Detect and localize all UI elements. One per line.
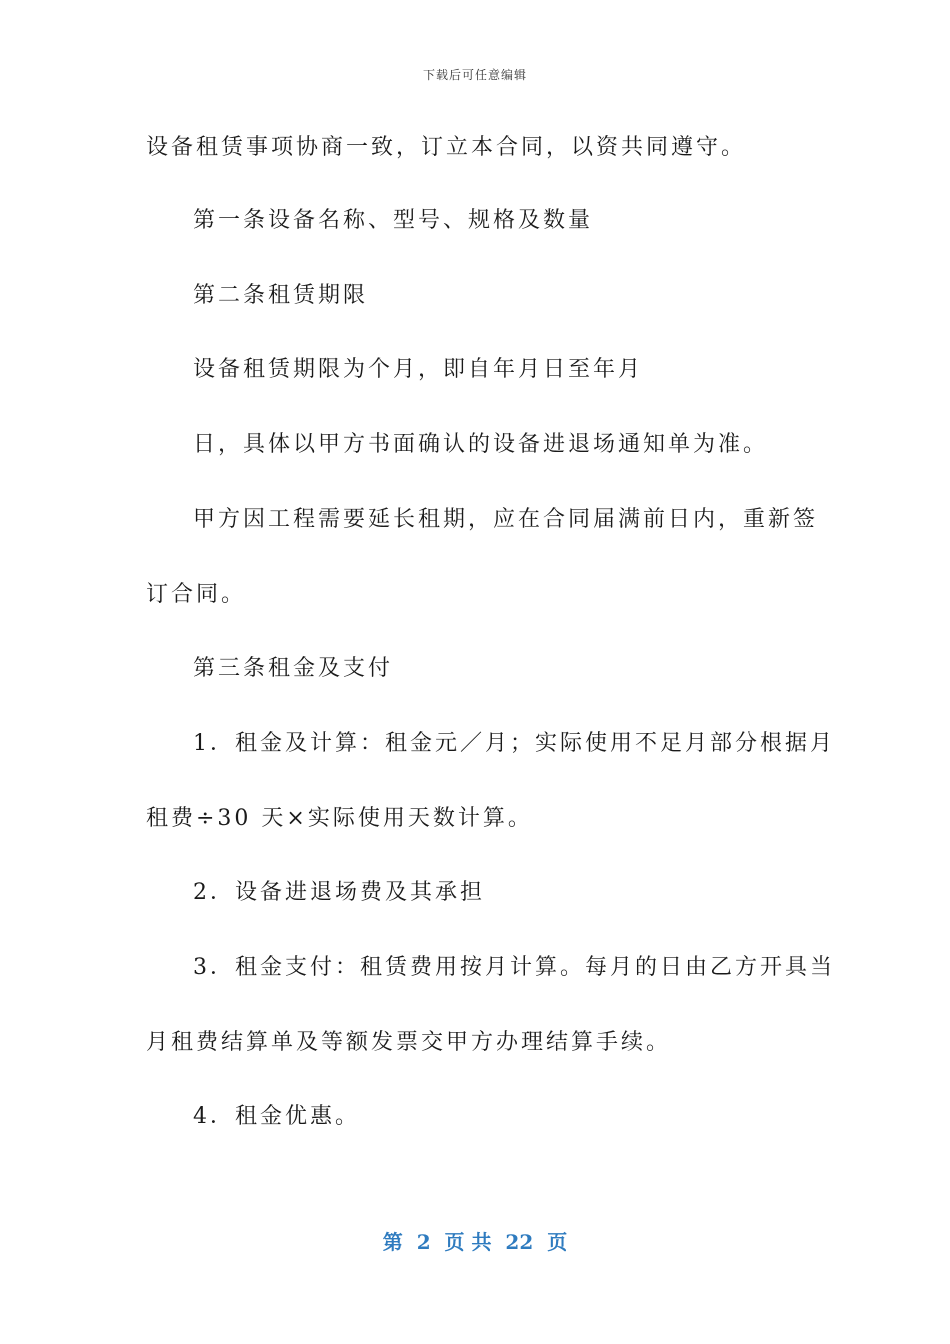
body-line: 第二条租赁期限 (193, 283, 369, 308)
body-line: 月租费结算单及等额发票交甲方办理结算手续。 (146, 1030, 672, 1055)
body-line: 设备租赁事项协商一致，订立本合同，以资共同遵守。 (146, 135, 747, 160)
body-line: 1．租金及计算：租金元／月；实际使用不足月部分根据月 (193, 731, 835, 756)
body-line: 日，具体以甲方书面确认的设备进退场通知单为准。 (193, 432, 769, 457)
body-line: 设备租赁期限为个月，即自年月日至年月 (193, 357, 644, 382)
body-line: 甲方因工程需要延长租期，应在合同届满前日内，重新签 (193, 507, 819, 532)
body-line: 租费÷30 天×实际使用天数计算。 (146, 806, 533, 831)
body-line: 第三条租金及支付 (193, 656, 394, 681)
body-line: 3．租金支付：租赁费用按月计算。每月的日由乙方开具当 (193, 955, 835, 980)
body-line: 4．租金优惠。 (193, 1104, 360, 1129)
body-line: 第一条设备名称、型号、规格及数量 (193, 208, 594, 233)
body-line: 2．设备进退场费及其承担 (193, 880, 485, 905)
page-number-footer: 第 2 页 共 22 页 (382, 1230, 568, 1254)
body-line: 订合同。 (146, 582, 247, 607)
header-note: 下载后可任意编辑 (422, 68, 527, 82)
